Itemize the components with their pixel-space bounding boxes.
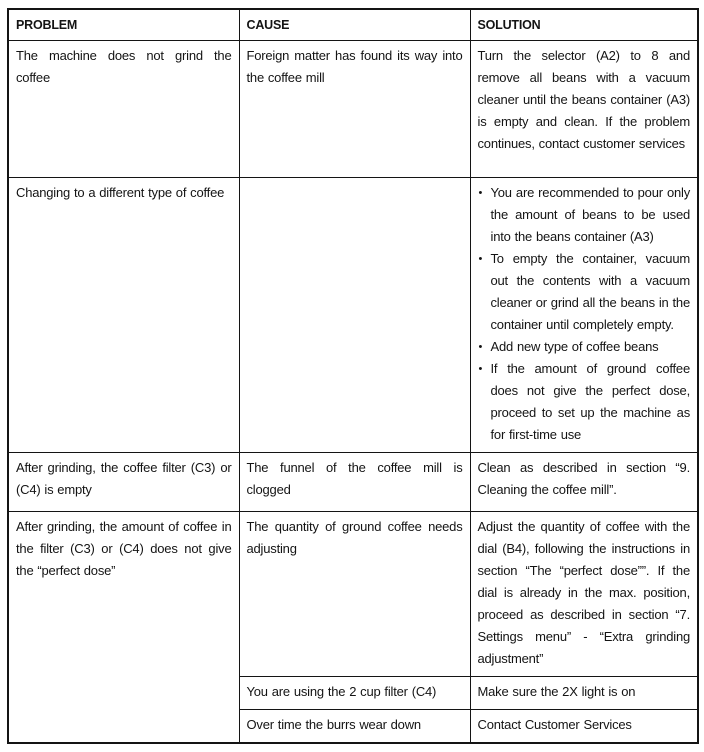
table-row [8, 178, 698, 453]
header-cause: CAUSE [239, 9, 470, 41]
header-solution: SOLUTION [470, 9, 698, 41]
solution-bullet: • You are recommended to pour only the amount of beans to be used into the beans container (A3) [478, 182, 691, 248]
problem-cell: The machine does not grind the coffee [8, 41, 239, 178]
cause-cell: The funnel of the coffee mill is clogged [239, 453, 470, 512]
header-row [8, 9, 698, 41]
problem-cell: Changing to a different type of coffee [8, 178, 239, 453]
problem-cell: After grinding, the coffee filter (C3) or (C4) is empty [8, 453, 239, 512]
problem-cell: After grinding, the amount of coffee in the filter (C3) or (C4) does not give the “perfect dose” [8, 512, 239, 744]
solution-bullet: • To empty the container, vacuum out the contents with a vacuum cleaner or grind all the beans in the container until completely empty. [478, 248, 691, 336]
solution-bullet-list [478, 182, 691, 446]
table-row [8, 41, 698, 178]
cause-cell: You are using the 2 cup filter (C4) [239, 677, 470, 710]
cause-cell: The quantity of ground coffee needs adjusting [239, 512, 470, 677]
solution-bullet: • Add new type of coffee beans [478, 336, 691, 358]
solution-cell [470, 178, 698, 453]
solution-cell: Turn the selector (A2) to 8 and remove all beans with a vacuum cleaner until the beans container (A3) is empty and clean. If the problem continues, contact customer services [470, 41, 698, 178]
cause-cell: Over time the burrs wear down [239, 710, 470, 744]
solution-bullet: • If the amount of ground coffee does not give the perfect dose, proceed to set up the machine as for first-time use [478, 358, 691, 446]
solution-cell: Adjust the quantity of coffee with the dial (B4), following the instructions in section “The “perfect dose””. If the dial is already in the max. position, proceed as described in section “7. Settings menu” - “Extra grinding adjustment” [470, 512, 698, 677]
table-row [8, 453, 698, 512]
header-problem: PROBLEM [8, 9, 239, 41]
cause-cell [239, 178, 470, 453]
solution-cell: Contact Customer Services [470, 710, 698, 744]
solution-cell: Clean as described in section “9. Cleaning the coffee mill”. [470, 453, 698, 512]
cause-cell: Foreign matter has found its way into the coffee mill [239, 41, 470, 178]
solution-cell: Make sure the 2X light is on [470, 677, 698, 710]
table-row [8, 512, 698, 677]
troubleshooting-table [7, 8, 699, 744]
